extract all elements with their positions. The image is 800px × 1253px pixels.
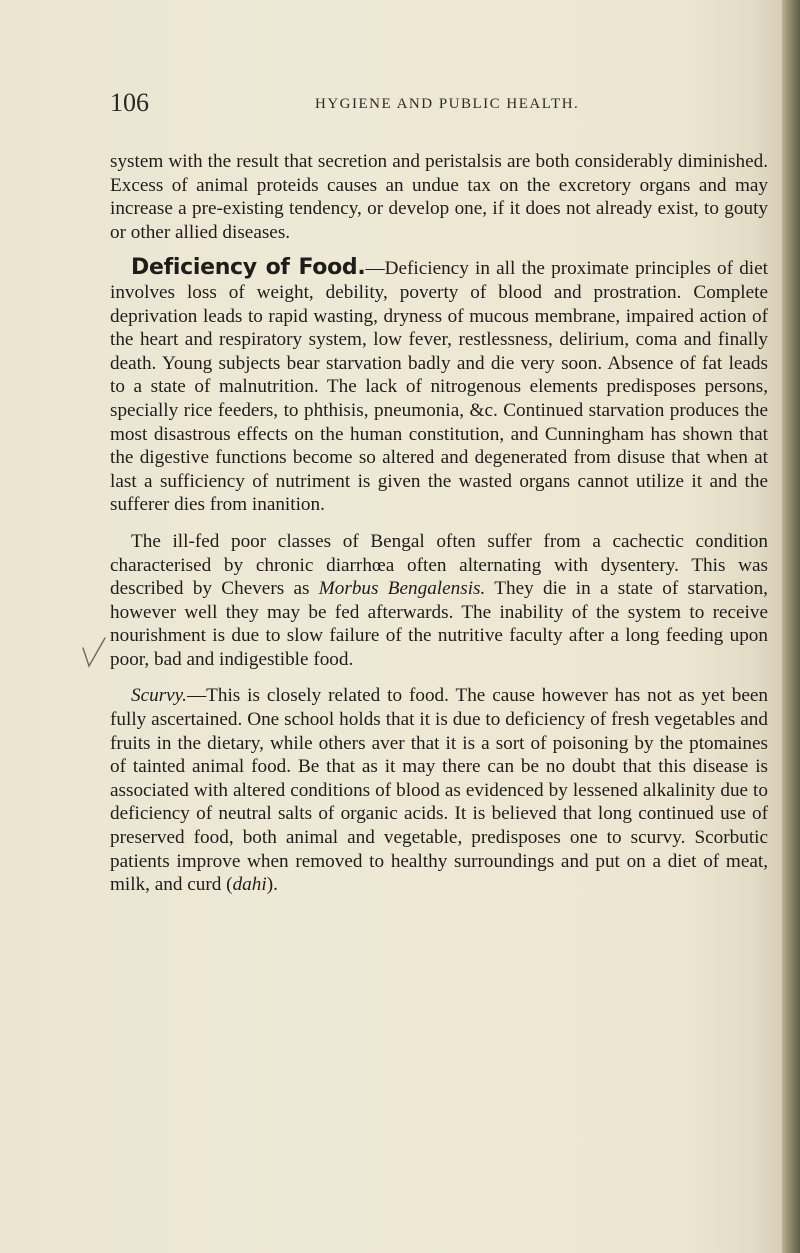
paragraph-text: The ill-fed poor classes of Bengal often suffer from a cachectic condition characterised by chronic diarrhœa often alternating with dysentery. This was described by Chevers as xyxy=(110,530,768,600)
paren-close: ). xyxy=(266,874,278,896)
paren-open: ( xyxy=(226,874,233,896)
term-dahi: dahi xyxy=(232,874,267,896)
paragraph-deficiency-of-food xyxy=(110,256,768,517)
page-header xyxy=(110,88,770,118)
body-text xyxy=(110,150,768,897)
binding-edge xyxy=(782,0,800,1253)
running-head: HYGIENE AND PUBLIC HEALTH. xyxy=(315,96,580,112)
paragraph-scurvy xyxy=(110,684,768,896)
pencil-tick-mark-icon xyxy=(80,636,108,672)
section-heading-scurvy: Scurvy. xyxy=(131,685,187,707)
page-number: 106 xyxy=(110,88,149,117)
paragraph-ill-fed-poor xyxy=(110,530,768,672)
paragraph-text: —This is closely related to food. The cause however has not as yet been fully ascertained. One school holds that it is due to deficiency of fresh vegetables and fruits in the dietary, while others aver that it is a sort of poisoning by the ptomaines of tainted animal food. Be that as it may there can be no doubt that this disease is associated with altered conditions of blood as evidenced by lessened alkalinity due to deficiency of neutral salts of organic acids. It is believed that long continued use of preserved food, both animal and vegetable, predisposes one to scurvy. Scorbutic patients improve when removed to healthy surroundings and put on a diet of meat, milk, and curd xyxy=(110,685,768,896)
paragraph-text: They die in a state of starvation, however well they may be fed afterwards. The inability of the system to receive nourishment is due to slow failure of the nutritive faculty after a long feeding upon poor, bad and indigestible food. xyxy=(110,578,768,670)
term-morbus-bengalensis: Morbus Bengalensis. xyxy=(318,578,486,600)
paragraph-text: —Deficiency in all the proximate principles of diet involves loss of weight, debility, poverty of blood and prostration. Complete deprivation leads to rapid wasting, dryness of mucous membrane, impaired action of the heart and respiratory system, low fever, restlessness, delirium, coma and finally death. Young subjects bear starvation badly and die very soon. Absence of fat leads to a state of malnutrition. The lack of nitrogenous elements predisposes persons, specially rice feeders, to phthisis, pneumonia, &c. Continued starvation produces the most disastrous effects on the human constitution, and Cunningham has shown that the digestive functions become so altered and degenerated from disuse that when at last a sufficiency of nutriment is given the wasted organs cannot utilize it and the sufferer dies from inanition. xyxy=(110,258,768,516)
section-heading-deficiency-of-food: Deficiency of Food. xyxy=(131,255,366,281)
paragraph-continuation: system with the result that secretion and peristalsis are both considerably diminished. Excess of animal proteids causes an undue tax on the excretory organs and may increase a pre-existing tendency, or develop one, if it does not already exist, to gouty or other allied diseases. xyxy=(110,151,768,243)
